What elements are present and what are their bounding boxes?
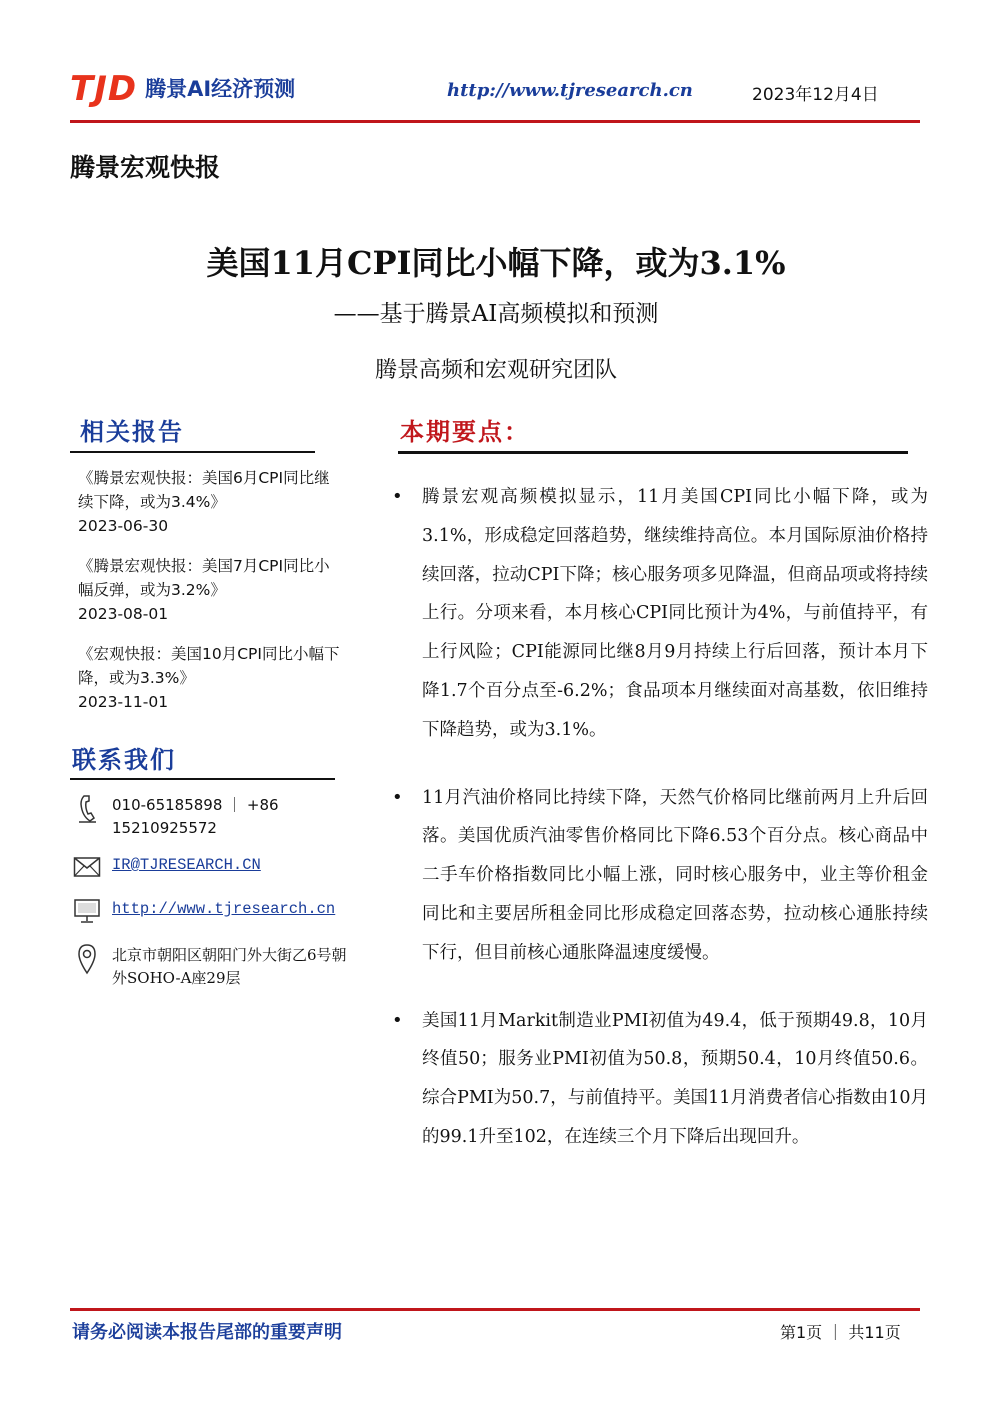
related-report[interactable] [78, 554, 340, 626]
highlight-text: 11月汽油价格同比持续下降，天然气价格同比继前两月上升后回落。美国优质汽油零售价格同比下降6.53个百分点。核心商品中二手车价格指数同比小幅上涨，同时核心服务中，业主等价租金同比和主要居所租金同比形成稳定回落态势，拉动核心通胀持续下行，但目前核心通胀降温速度缓慢。 [422, 787, 928, 963]
header-divider [70, 120, 920, 123]
phone-icon [72, 794, 102, 824]
monitor-icon [72, 896, 102, 926]
highlights-divider [398, 451, 908, 454]
bullet-icon: • [392, 486, 403, 507]
page-number: 第1页 ｜ 共11页 [780, 1323, 901, 1342]
contact-phone: 010-65185898 ｜ +86 15210925572 [112, 796, 279, 837]
highlights-list [392, 478, 928, 1186]
contact-address: 北京市朝阳区朝阳门外大街乙6号朝外SOHO-A座29层 [112, 946, 347, 987]
logo-mark: TJD [70, 69, 138, 109]
section-title: 腾景宏观快报 [70, 153, 221, 182]
related-report-date: 2023-08-01 [78, 605, 169, 623]
list-item [392, 1002, 928, 1157]
mail-icon [72, 852, 102, 882]
contact-website-row [72, 896, 335, 926]
list-item [392, 478, 928, 750]
related-reports-list [78, 466, 340, 730]
related-reports-heading: 相关报告 [80, 417, 184, 446]
contact-website-link[interactable]: http://www.tjresearch.cn [112, 900, 336, 918]
related-divider [70, 451, 315, 453]
related-report[interactable] [78, 466, 340, 538]
related-report-date: 2023-06-30 [78, 517, 169, 535]
location-pin-icon [72, 944, 102, 974]
contact-email-link[interactable]: IR@TJRESEARCH.CN [112, 856, 261, 874]
highlights-heading: 本期要点： [400, 417, 530, 446]
related-report[interactable] [78, 642, 340, 714]
logo-text: 腾景AI经济预测 [145, 76, 296, 101]
highlight-text: 美国11月Markit制造业PMI初值为49.4，低于预期49.8，10月终值50；服务业PMI初值为50.8，预期50.4，10月终值50.6。综合PMI为50.7，与前值持平。美国11月消费者信心指数由10月的99.1升至102，在连续三个月下降后出现回升。 [422, 1010, 928, 1147]
report-subtitle: ——基于腾景AI高频模拟和预测 [333, 301, 659, 327]
bullet-icon: • [392, 1009, 403, 1031]
research-team: 腾景高频和宏观研究团队 [374, 358, 617, 383]
contact-email-row [72, 852, 261, 882]
disclaimer-notice: 请务必阅读本报告尾部的重要声明 [72, 1322, 342, 1343]
contact-divider [70, 778, 335, 780]
related-report-title: 《腾景宏观快报：美国7月CPI同比小幅反弹，或为3.2%》 [78, 557, 330, 599]
bullet-icon: • [392, 786, 403, 808]
contact-address-row [72, 944, 362, 990]
related-report-title: 《宏观快报：美国10月CPI同比小幅下降，或为3.3%》 [78, 645, 340, 687]
header-url[interactable]: http://www.tjresearch.cn [447, 80, 693, 101]
related-report-date: 2023-11-01 [78, 693, 169, 711]
contact-phone-row [72, 794, 342, 840]
highlight-text: 腾景宏观高频模拟显示，11月美国CPI同比小幅下降，或为3.1%，形成稳定回落趋势，继续维持高位。本月国际原油价格持续回落，拉动CPI下降；核心服务项多见降温，但商品项或将持续上行。分项来看，本月核心CPI同比预计为4%，与前值持平，有上行风险；CPI能源同比继8月9月持续上行后回落，预计本月下降1.7个百分点至-6.2%；食品项本月继续面对高基数，依旧维持下降趋势，或为3.1%。 [422, 487, 928, 740]
contact-heading: 联系我们 [72, 745, 176, 774]
report-title: 美国11月CPI同比小幅下降，或为3.1% [206, 244, 786, 282]
list-item [392, 779, 928, 973]
related-report-title: 《腾景宏观快报：美国6月CPI同比继续下降，或为3.4%》 [78, 469, 330, 511]
report-date: 2023年12月4日 [752, 85, 879, 105]
footer-divider [70, 1308, 920, 1311]
brand-logo [70, 69, 296, 109]
